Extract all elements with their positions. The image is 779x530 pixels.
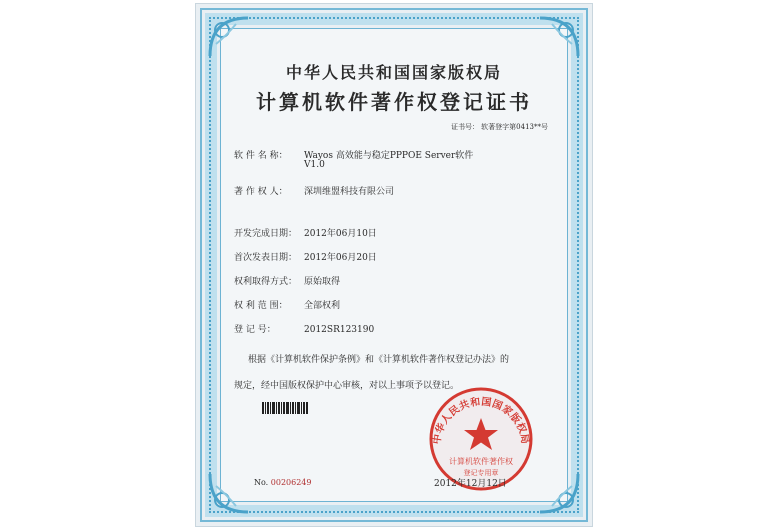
registration-number: 证书号： 软著登字第0413**号 bbox=[450, 123, 548, 131]
field-label: 开发完成日期： bbox=[234, 229, 298, 239]
statement-line-1: 根据《计算机软件保护条例》和《计算机软件著作权登记办法》的 bbox=[248, 355, 510, 365]
serial-number bbox=[254, 478, 311, 487]
field-development-date bbox=[234, 226, 377, 239]
field-software-version bbox=[234, 160, 325, 170]
field-acquisition-method bbox=[234, 274, 340, 287]
field-label: 登 记 号： bbox=[234, 325, 276, 335]
field-value: 2012年06月10日 bbox=[304, 229, 377, 239]
serial-value: 00206249 bbox=[270, 478, 312, 487]
corner-ornament-icon bbox=[206, 470, 252, 516]
field-label: 软 件 名 称： bbox=[234, 151, 288, 161]
certificate bbox=[196, 4, 592, 526]
field-value: V1.0 bbox=[304, 160, 325, 170]
issuing-authority: 中华人民共和国国家版权局 bbox=[285, 63, 502, 82]
field-publish-date bbox=[234, 250, 377, 263]
field-label: 权利取得方式： bbox=[234, 277, 298, 287]
certificate-title: 计算机软件著作权登记证书 bbox=[256, 90, 532, 114]
field-value: 深圳维盟科技有限公司 bbox=[304, 187, 395, 197]
field-value: Wayos 高效能与稳定PPPOE Server软件 bbox=[304, 151, 474, 161]
corner-ornament-icon bbox=[536, 470, 582, 516]
field-value: 全部权利 bbox=[304, 301, 341, 311]
field-value: 2012SR123190 bbox=[304, 325, 375, 335]
field-registration-id bbox=[234, 322, 374, 335]
field-copyright-owner bbox=[234, 184, 394, 197]
field-label: 权 利 范 围： bbox=[234, 301, 288, 311]
corner-ornament-icon bbox=[206, 14, 252, 60]
field-rights-scope bbox=[234, 298, 340, 311]
statement-line-2: 规定，经中国版权保护中心审核，对以上事项予以登记。 bbox=[234, 381, 460, 391]
serial-label: No. bbox=[254, 478, 269, 487]
field-value: 2012年06月20日 bbox=[304, 253, 377, 263]
field-value: 原始取得 bbox=[304, 277, 341, 287]
field-label: 著 作 权 人： bbox=[234, 187, 288, 197]
seal-ring-text: 中华人民共和国国家版权局 bbox=[431, 396, 531, 446]
seal-line-2: 登记专用章 bbox=[463, 469, 499, 477]
field-label: 首次发表日期： bbox=[234, 253, 298, 263]
barcode-icon bbox=[262, 402, 308, 414]
issue-date: 2012年12月12日 bbox=[434, 479, 507, 489]
seal-line-1: 计算机软件著作权 bbox=[449, 457, 513, 466]
corner-ornament-icon bbox=[536, 14, 582, 60]
